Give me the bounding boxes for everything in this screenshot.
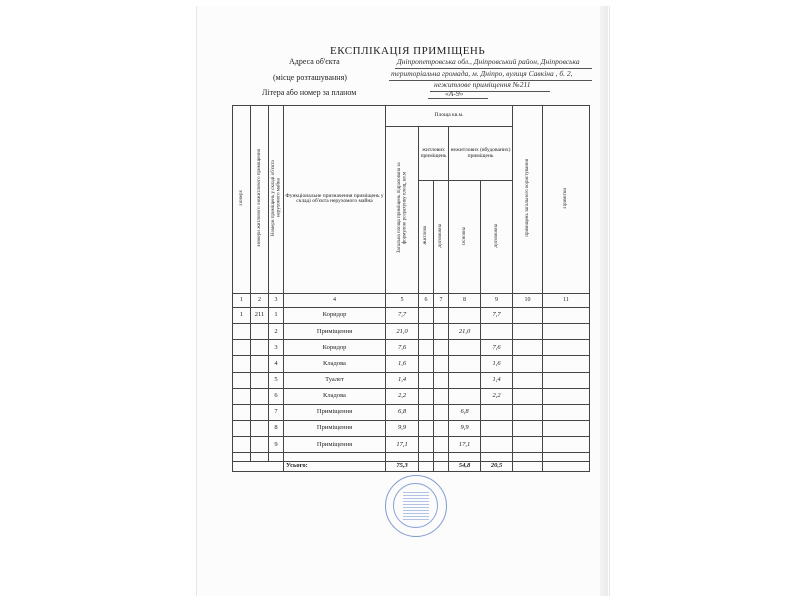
- cell-name: Кладова: [284, 388, 386, 404]
- cell-room: 8: [269, 421, 284, 437]
- cell-apt: [251, 421, 269, 437]
- table-row: [233, 372, 590, 388]
- address-line-2: територіальна громада, м. Дніпро, вулиця Савкіна , б. 2,: [391, 69, 573, 78]
- col-num: 1: [233, 293, 251, 308]
- cell-empty: [543, 308, 590, 324]
- totals-nonres-main: 54,8: [449, 462, 481, 472]
- col-num: 2: [251, 293, 269, 308]
- cell-name: Приміщення: [284, 437, 386, 453]
- header-residential-group: житлових приміщень: [419, 126, 449, 180]
- cell-room: 6: [269, 388, 284, 404]
- table-row: [233, 388, 590, 404]
- table-row: [233, 356, 590, 372]
- cell-apt: [251, 340, 269, 356]
- stamp-inner-ring: [393, 483, 438, 528]
- cell-empty: [434, 388, 449, 404]
- cell-aux: 7,7: [481, 308, 513, 324]
- cell-empty: [419, 372, 434, 388]
- cell-total: 1,4: [386, 372, 419, 388]
- header-common-use: приміщень загального користування: [513, 106, 543, 294]
- cell-aux: 2,2: [481, 388, 513, 404]
- cell-aux: [481, 324, 513, 340]
- col-num: 6: [419, 293, 434, 308]
- cell-apt: [251, 356, 269, 372]
- cell-aux: [481, 437, 513, 453]
- cell-empty: [419, 437, 434, 453]
- cell-floor: [233, 437, 251, 453]
- cell-floor: [233, 421, 251, 437]
- cell-room: 7: [269, 404, 284, 420]
- empty-area: [233, 453, 590, 462]
- cell-main: [449, 308, 481, 324]
- col-num: 5: [386, 293, 419, 308]
- letter-underline: [428, 98, 488, 99]
- document-title: ЕКСПЛІКАЦІЯ ПРИМІЩЕНЬ: [330, 45, 486, 57]
- cell-apt: 211: [251, 308, 269, 324]
- cell-total: 9,9: [386, 421, 419, 437]
- location-label: (місце розташування): [273, 73, 347, 82]
- cell-floor: [233, 388, 251, 404]
- cell-empty: [419, 340, 434, 356]
- cell-room: 3: [269, 340, 284, 356]
- cell-empty: [434, 308, 449, 324]
- address-label: Адреса об'єкта: [289, 57, 340, 66]
- cell-name: Приміщення: [284, 421, 386, 437]
- cell-empty: [543, 324, 590, 340]
- cell-room: 5: [269, 372, 284, 388]
- cell-main: [449, 388, 481, 404]
- cell-aux: [481, 421, 513, 437]
- cell-name: Туалет: [284, 372, 386, 388]
- cell-empty: [419, 388, 434, 404]
- table-row: [233, 340, 590, 356]
- cell-main: 9,9: [449, 421, 481, 437]
- stamp-text-block: [403, 492, 429, 520]
- table-row: [233, 324, 590, 340]
- page-edge: [600, 6, 608, 596]
- cell-empty: [513, 388, 543, 404]
- header-function: Функціональне призначення приміщень у складі об'єкта нерухомого майна: [284, 106, 386, 294]
- cell-empty: [543, 437, 590, 453]
- cell-empty: [513, 437, 543, 453]
- header-area-group: Площа кв.м.: [386, 106, 513, 127]
- col-num: 11: [543, 293, 590, 308]
- cell-main: 21,0: [449, 324, 481, 340]
- cell-total: 21,0: [386, 324, 419, 340]
- cell-empty: [513, 308, 543, 324]
- cell-total: 1,6: [386, 356, 419, 372]
- totals-row: [233, 462, 590, 472]
- cell-empty: [419, 308, 434, 324]
- cell-total: 2,2: [386, 388, 419, 404]
- header-nonres-main: Основна: [449, 181, 481, 293]
- cell-total: 7,6: [386, 340, 419, 356]
- header-notes: Примітки: [543, 106, 590, 294]
- letter-label: Літера або номер за планом: [262, 88, 357, 97]
- table-row: [233, 421, 590, 437]
- cell-empty: [543, 372, 590, 388]
- table-row: [233, 437, 590, 453]
- cell-floor: [233, 404, 251, 420]
- cell-empty: [419, 404, 434, 420]
- totals-total-area: 75,3: [386, 462, 419, 472]
- cell-apt: [251, 388, 269, 404]
- cell-empty: [543, 404, 590, 420]
- cell-empty: [513, 404, 543, 420]
- letter-value: «А-9»: [445, 89, 464, 98]
- cell-aux: [481, 404, 513, 420]
- cell-floor: [233, 324, 251, 340]
- cell-empty: [543, 356, 590, 372]
- cell-floor: [233, 372, 251, 388]
- cell-empty: [434, 437, 449, 453]
- cell-room: 9: [269, 437, 284, 453]
- cell-empty: [513, 356, 543, 372]
- header-res-aux: Допоміжна: [434, 181, 449, 293]
- cell-main: 17,1: [449, 437, 481, 453]
- cell-aux: 1,4: [481, 372, 513, 388]
- cell-empty: [434, 372, 449, 388]
- cell-name: Коридор: [284, 308, 386, 324]
- cell-empty: [419, 356, 434, 372]
- cell-total: 7,7: [386, 308, 419, 324]
- cell-name: Приміщення: [284, 324, 386, 340]
- table-row: [233, 308, 590, 324]
- header-nonresidential-group: нежитлових (вбудованих) приміщень: [449, 126, 513, 180]
- cell-apt: [251, 437, 269, 453]
- cell-empty: [513, 324, 543, 340]
- cell-empty: [434, 421, 449, 437]
- cell-empty: [513, 372, 543, 388]
- cell-empty: [419, 324, 434, 340]
- header-apt-number: Номери житлового /нежитлового приміщення: [251, 106, 269, 294]
- cell-aux: 7,6: [481, 340, 513, 356]
- cell-floor: [233, 356, 251, 372]
- official-stamp: [385, 475, 447, 537]
- cell-room: 2: [269, 324, 284, 340]
- cell-total: 6,8: [386, 404, 419, 420]
- cell-empty: [434, 404, 449, 420]
- header-res-living: Житлова: [419, 181, 434, 293]
- cell-empty: [513, 421, 543, 437]
- cell-apt: [251, 404, 269, 420]
- header-total-area: Загальна площа приміщень підрахована за формулою розрахунку площ, кв.м: [386, 126, 419, 293]
- col-num: 3: [269, 293, 284, 308]
- cell-name: Приміщення: [284, 404, 386, 420]
- cell-floor: [233, 340, 251, 356]
- cell-empty: [543, 421, 590, 437]
- cell-apt: [251, 372, 269, 388]
- cell-main: [449, 340, 481, 356]
- cell-empty: [434, 324, 449, 340]
- cell-name: Кладова: [284, 356, 386, 372]
- cell-empty: [434, 356, 449, 372]
- cell-room: 4: [269, 356, 284, 372]
- header-room-number: Номери приміщень у складі об'єкта нерухомого майна: [269, 106, 284, 294]
- cell-empty: [513, 340, 543, 356]
- col-num: 7: [434, 293, 449, 308]
- cell-empty: [543, 340, 590, 356]
- column-number-row: [233, 293, 590, 308]
- cell-main: 6,8: [449, 404, 481, 420]
- cell-main: [449, 356, 481, 372]
- col-num: 10: [513, 293, 543, 308]
- cell-name: Коридор: [284, 340, 386, 356]
- header-nonres-aux: Допоміжна: [481, 181, 513, 293]
- col-num: 4: [284, 293, 386, 308]
- address-line-1: Дніпропетровська обл., Дніпровський район, Дніпровська: [397, 57, 580, 66]
- table-row: [233, 404, 590, 420]
- col-num: 8: [449, 293, 481, 308]
- cell-main: [449, 372, 481, 388]
- cell-room: 1: [269, 308, 284, 324]
- col-num: 9: [481, 293, 513, 308]
- cell-total: 17,1: [386, 437, 419, 453]
- cell-empty: [434, 340, 449, 356]
- cell-floor: 1: [233, 308, 251, 324]
- cell-apt: [251, 324, 269, 340]
- explication-table: [232, 105, 590, 472]
- totals-nonres-aux: 20,5: [481, 462, 513, 472]
- address-line-3: нежитлове приміщення №211: [434, 80, 531, 89]
- cell-empty: [419, 421, 434, 437]
- header-floor: Поверх: [233, 106, 251, 294]
- totals-label: Усього:: [284, 462, 386, 472]
- cell-empty: [543, 388, 590, 404]
- cell-aux: 1,6: [481, 356, 513, 372]
